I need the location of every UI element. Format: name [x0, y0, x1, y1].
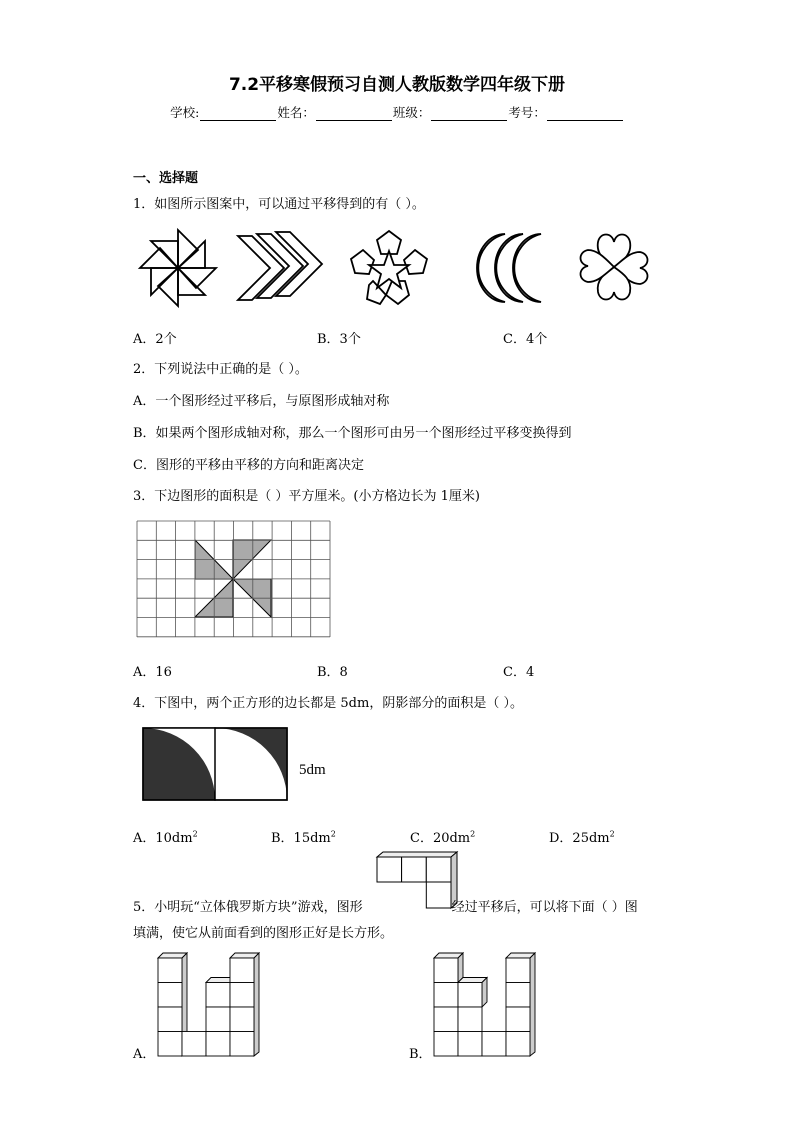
q5-stem-part1: 5．小明玩“立体俄罗斯方块”游戏，图形: [133, 900, 363, 915]
q4-option-a[interactable]: [133, 827, 198, 846]
q2-option-c[interactable]: C．图形的平移由平移的方向和距离决定: [133, 458, 364, 473]
q1-stem: 1．如图所示图案中，可以通过平移得到的有（ ）。: [133, 197, 425, 212]
q4-stem: 4．下图中，两个正方形的边长都是 5dm，阴影部分的面积是（ ）。: [133, 696, 523, 711]
q3-option-c[interactable]: C．4: [503, 665, 535, 680]
section-heading: 一、选择题: [133, 171, 199, 186]
q5-stem-line1: [133, 896, 638, 915]
q4-option-c[interactable]: [410, 827, 475, 846]
name-label: 姓名：: [277, 105, 315, 120]
q2-option-a[interactable]: A．一个图形经过平移后，与原图形成轴对称: [133, 394, 390, 409]
pentagon-flower-figure: [349, 229, 429, 305]
q1-option-c[interactable]: C．4个: [503, 332, 548, 347]
page-title: 7.2平移寒假预习自测人教版数学四年级下册: [228, 75, 566, 95]
squares-shaded-figure: [142, 727, 290, 801]
q4-side-label: 5dm: [299, 762, 326, 778]
q1-option-b[interactable]: B．3个: [317, 332, 361, 347]
school-blank[interactable]: [200, 107, 276, 121]
class-blank[interactable]: [431, 107, 507, 121]
name-blank[interactable]: [316, 107, 392, 121]
crescent-figure: [469, 232, 545, 304]
unit-exponent: 2: [330, 829, 336, 839]
q5-option-a[interactable]: A．: [133, 1047, 156, 1062]
q5-option-b-figure: [432, 952, 540, 1058]
class-label: 班级：: [392, 105, 431, 120]
school-label: 学校:: [170, 105, 200, 120]
id-blank[interactable]: [547, 107, 623, 121]
q4-option-a-text: A．10dm: [133, 831, 193, 846]
pinwheel-figure: [135, 228, 221, 308]
q4-option-b[interactable]: [271, 827, 336, 846]
q3-option-b[interactable]: B．8: [317, 665, 348, 680]
unit-exponent: 2: [192, 829, 198, 839]
q4-option-d-text: D．25dm: [549, 831, 610, 846]
q5-stem-part2: 经过平移后，可以将下面（ ）图: [451, 900, 638, 915]
q3-option-a[interactable]: A．16: [133, 665, 172, 680]
heart-clover-figure: [576, 230, 652, 304]
q2-stem: 2．下列说法中正确的是（ ）。: [133, 362, 308, 377]
q5-stem-line2: 填满，使它从前面看到的图形正好是长方形。: [133, 926, 394, 941]
grid-pinwheel-figure: [137, 521, 331, 638]
q5-option-b[interactable]: B．: [409, 1047, 432, 1062]
student-info-line: [0, 103, 794, 121]
q4-option-b-text: B．15dm: [271, 831, 331, 846]
unit-exponent: 2: [470, 829, 476, 839]
q2-option-b[interactable]: B．如果两个图形成轴对称，那么一个图形可由另一个图形经过平移变换得到: [133, 426, 572, 441]
q4-option-c-text: C．20dm: [410, 831, 471, 846]
unit-exponent: 2: [609, 829, 615, 839]
q1-option-a[interactable]: A．2个: [133, 332, 177, 347]
q4-option-d[interactable]: [549, 827, 615, 846]
chevron-figure: [236, 230, 324, 302]
id-label: 考号：: [508, 105, 546, 120]
q5-option-a-figure: [156, 952, 264, 1058]
q3-stem: 3．下边图形的面积是（ ）平方厘米。(小方格边长为 1厘米): [133, 489, 480, 504]
